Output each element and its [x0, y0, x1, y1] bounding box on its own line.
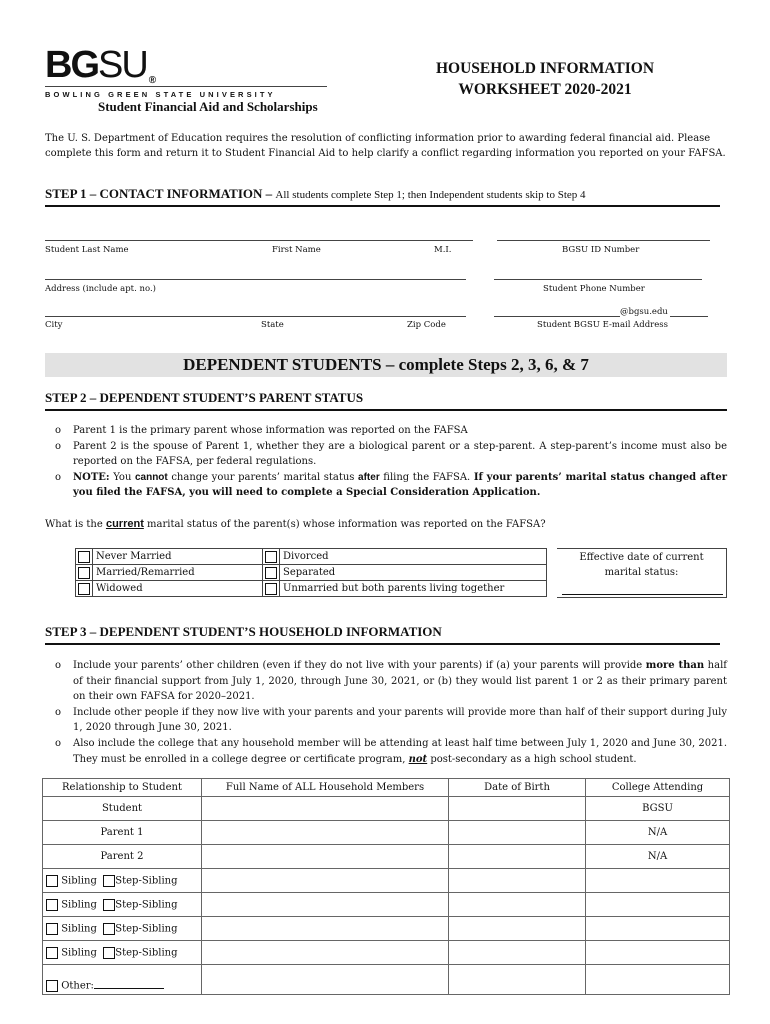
- table-row: [43, 821, 730, 845]
- step3-rule: [45, 643, 720, 645]
- effective-date-field[interactable]: [562, 594, 723, 595]
- step3-bullet-2: o Include other people if they now live with your parents and your parents will provide more than half of their support during July 1, 2020 through June 30, 2021.: [55, 705, 727, 736]
- option-never-married: Never Married: [93, 549, 263, 565]
- mi-label: M.I.: [434, 245, 452, 255]
- row-dob-cell[interactable]: [449, 917, 586, 941]
- other-label: Other:: [61, 980, 94, 992]
- sibling-choice: [43, 869, 202, 893]
- step-sibling-label: Step-Sibling: [115, 875, 178, 886]
- logo-bg: BG: [45, 44, 98, 86]
- sibling-label: Sibling: [61, 875, 97, 886]
- sibling-choice: [43, 917, 202, 941]
- checkbox-icon[interactable]: [78, 551, 90, 563]
- note-text-c: filing the FAFSA.: [379, 471, 474, 483]
- logo-rule: [45, 86, 327, 87]
- marital-status-question: [45, 518, 546, 530]
- checkbox-married[interactable]: [76, 565, 93, 581]
- option-unmarried: Unmarried but both parents living together: [280, 581, 547, 597]
- bullet3-text-a: Also include the college that any household member will be attending at least half time between July 1, 2020 and June 30, 2021. They must be enrolled in a college degree or certificate program,: [73, 737, 727, 765]
- option-separated: Separated: [280, 565, 547, 581]
- table-row: [43, 893, 730, 917]
- question-text-b: marital status of the parent(s) whose information was reported on the FAFSA?: [143, 519, 546, 530]
- sibling-label: Sibling: [61, 899, 97, 910]
- row-dob-cell[interactable]: [449, 965, 586, 995]
- intro-text: The U. S. Department of Education requires the resolution of conflicting information prior to awarding federal financial aid. Please complete this form and return it to Student Financial Aid to help clarify a conflict regarding information you reported on your FAFSA.: [45, 133, 726, 159]
- row-name-cell[interactable]: [202, 869, 449, 893]
- step2-bullet-2: o Parent 2 is the spouse of Parent 1, whether they are a biological parent or a step-parent. A step-parent’s income must also be reported on the FAFSA, per federal regulations.: [55, 439, 727, 470]
- step3-bullets: [55, 658, 727, 767]
- city-state-zip-field-line[interactable]: [45, 316, 466, 317]
- step2-heading: STEP 2 – DEPENDENT STUDENT’S PARENT STATUS: [45, 390, 364, 405]
- row-relationship: Parent 1: [43, 821, 202, 845]
- option-divorced: Divorced: [280, 549, 547, 565]
- household-table: [42, 778, 730, 995]
- note-bold-text: If your parents’ marital status changed after you filed the FAFSA, you will need to complete a Special Consideration Application.: [73, 471, 727, 499]
- effective-date-label: Effective date of current marital status:: [579, 552, 704, 578]
- dependent-students-banner: DEPENDENT STUDENTS – complete Steps 2, 3, 6, & 7: [45, 353, 727, 377]
- logo-su: SU: [98, 44, 147, 86]
- email-suffix: @bgsu.edu: [620, 307, 668, 317]
- note-label: NOTE:: [73, 471, 110, 483]
- step3-bullet-1: [55, 658, 727, 705]
- first-name-label: First Name: [272, 245, 321, 255]
- row-college: N/A: [586, 845, 730, 869]
- step2-bullet-3: [55, 470, 727, 501]
- other-choice: [43, 965, 202, 995]
- email-field-line[interactable]: [494, 316, 620, 317]
- row-college: N/A: [586, 821, 730, 845]
- address-field-line[interactable]: [45, 279, 466, 280]
- phone-field-line[interactable]: [494, 279, 702, 280]
- email-label: Student BGSU E-mail Address: [537, 320, 668, 330]
- sibling-checkbox[interactable]: [46, 875, 58, 887]
- step1-title: STEP 1 – CONTACT INFORMATION –: [45, 186, 273, 201]
- sibling-label: Sibling: [61, 923, 97, 934]
- option-married: Married/Remarried: [93, 565, 263, 581]
- note-cannot: cannot: [134, 471, 168, 483]
- step-sibling-label: Step-Sibling: [115, 899, 178, 910]
- step2-rule: [45, 409, 727, 411]
- table-row: [43, 941, 730, 965]
- row-name-cell[interactable]: [202, 917, 449, 941]
- checkbox-widowed[interactable]: [76, 581, 93, 597]
- step1-heading: [45, 186, 586, 202]
- row-name-cell[interactable]: [202, 821, 449, 845]
- effective-date-box: [557, 548, 727, 598]
- row-name-cell[interactable]: [202, 893, 449, 917]
- row-college: BGSU: [586, 797, 730, 821]
- bgsu-id-field-line[interactable]: [497, 240, 710, 241]
- note-text-b: change your parents’ marital status: [167, 471, 359, 483]
- sibling-label: Sibling: [61, 947, 97, 958]
- checkbox-unmarried[interactable]: [263, 581, 280, 597]
- sibling-checkbox[interactable]: [46, 923, 58, 935]
- row-dob-cell[interactable]: [449, 869, 586, 893]
- step-sibling-checkbox[interactable]: [103, 923, 115, 935]
- sibling-checkbox[interactable]: [46, 947, 58, 959]
- state-label: State: [261, 320, 284, 330]
- col-relationship: Relationship to Student: [43, 779, 202, 797]
- sibling-checkbox[interactable]: [46, 899, 58, 911]
- household-table-header: [43, 779, 730, 797]
- table-row: [43, 965, 730, 995]
- city-label: City: [45, 320, 63, 330]
- bullet3-not: not: [408, 753, 428, 765]
- table-row: [43, 797, 730, 821]
- question-current: current: [105, 518, 144, 530]
- step1-subtitle: All students complete Step 1; then Independent students skip to Step 4: [275, 189, 586, 201]
- checkbox-icon[interactable]: [265, 551, 277, 563]
- row-dob-cell[interactable]: [449, 797, 586, 821]
- checkbox-icon[interactable]: [78, 583, 90, 595]
- row-college-cell[interactable]: [586, 941, 730, 965]
- logo-registered: ®: [148, 75, 157, 86]
- table-row: [43, 869, 730, 893]
- row-college-cell[interactable]: [586, 965, 730, 995]
- department-name: Student Financial Aid and Scholarships: [98, 99, 318, 114]
- checkbox-icon[interactable]: [265, 567, 277, 579]
- row-dob-cell[interactable]: [449, 893, 586, 917]
- row-college-cell[interactable]: [586, 869, 730, 893]
- step-sibling-checkbox[interactable]: [103, 947, 115, 959]
- step3-bullet-3: [55, 736, 727, 767]
- row-college-cell[interactable]: [586, 917, 730, 941]
- title-line-2: WORKSHEET 2020-2021: [458, 81, 632, 98]
- row-name-cell[interactable]: [202, 797, 449, 821]
- other-field[interactable]: [94, 988, 164, 989]
- row-relationship: Parent 2: [43, 845, 202, 869]
- col-college: College Attending: [586, 779, 730, 797]
- row-dob-cell[interactable]: [449, 845, 586, 869]
- zip-label: Zip Code: [407, 320, 446, 330]
- step1-rule: [45, 205, 720, 207]
- row-college-cell[interactable]: [586, 893, 730, 917]
- col-full-name: Full Name of ALL Household Members: [202, 779, 449, 797]
- other-checkbox[interactable]: [46, 980, 58, 992]
- note-after: after: [358, 471, 380, 483]
- sibling-choice: [43, 893, 202, 917]
- phone-label: Student Phone Number: [543, 284, 645, 294]
- name-field-line[interactable]: [45, 240, 473, 241]
- bullet3-text-b: post-secondary as a high school student.: [427, 753, 637, 765]
- step2-bullets: [55, 423, 727, 501]
- bgsu-id-label: BGSU ID Number: [562, 245, 640, 255]
- bullet1-text-a: Include your parents’ other children (even if they do not live with your parents) if (a) your parents will provide: [73, 660, 646, 671]
- col-date-of-birth: Date of Birth: [449, 779, 586, 797]
- question-text-a: What is the: [45, 519, 106, 530]
- option-widowed: Widowed: [93, 581, 263, 597]
- checkbox-icon[interactable]: [78, 567, 90, 579]
- row-dob-cell[interactable]: [449, 821, 586, 845]
- address-label: Address (include apt. no.): [45, 284, 156, 294]
- note-text-a: You: [109, 471, 135, 483]
- checkbox-divorced[interactable]: [263, 549, 280, 565]
- bullet1-more-than: more than: [645, 660, 705, 671]
- table-row: [43, 917, 730, 941]
- row-relationship: Student: [43, 797, 202, 821]
- step-sibling-label: Step-Sibling: [115, 947, 178, 958]
- step2-bullet-1: o Parent 1 is the primary parent whose information was reported on the FAFSA: [55, 423, 727, 439]
- step-sibling-label: Step-Sibling: [115, 923, 178, 934]
- step3-heading: STEP 3 – DEPENDENT STUDENT’S HOUSEHOLD INFORMATION: [45, 624, 442, 639]
- title-line-1: HOUSEHOLD INFORMATION: [435, 60, 655, 77]
- row-name-cell[interactable]: [202, 965, 449, 995]
- bgsu-logo: [45, 44, 157, 86]
- page-title: [405, 58, 685, 100]
- step-sibling-checkbox[interactable]: [103, 899, 115, 911]
- row-name-cell[interactable]: [202, 941, 449, 965]
- last-name-label: Student Last Name: [45, 245, 129, 255]
- checkbox-never-married[interactable]: [76, 549, 93, 565]
- checkbox-icon[interactable]: [265, 583, 277, 595]
- email-suffix-line: [670, 316, 708, 317]
- sibling-choice: [43, 941, 202, 965]
- row-name-cell[interactable]: [202, 845, 449, 869]
- row-dob-cell[interactable]: [449, 941, 586, 965]
- university-name: BOWLING GREEN STATE UNIVERSITY: [45, 90, 276, 99]
- table-row: [43, 845, 730, 869]
- checkbox-separated[interactable]: [263, 565, 280, 581]
- marital-status-table: [75, 548, 547, 597]
- bullet1-text-b: half of their financial support from July 1, 2020, through June 30, 2021, or (b) they would list parent 1 or 2 as their primary parent on their own FAFSA for 2020–2021.: [73, 660, 727, 703]
- step-sibling-checkbox[interactable]: [103, 875, 115, 887]
